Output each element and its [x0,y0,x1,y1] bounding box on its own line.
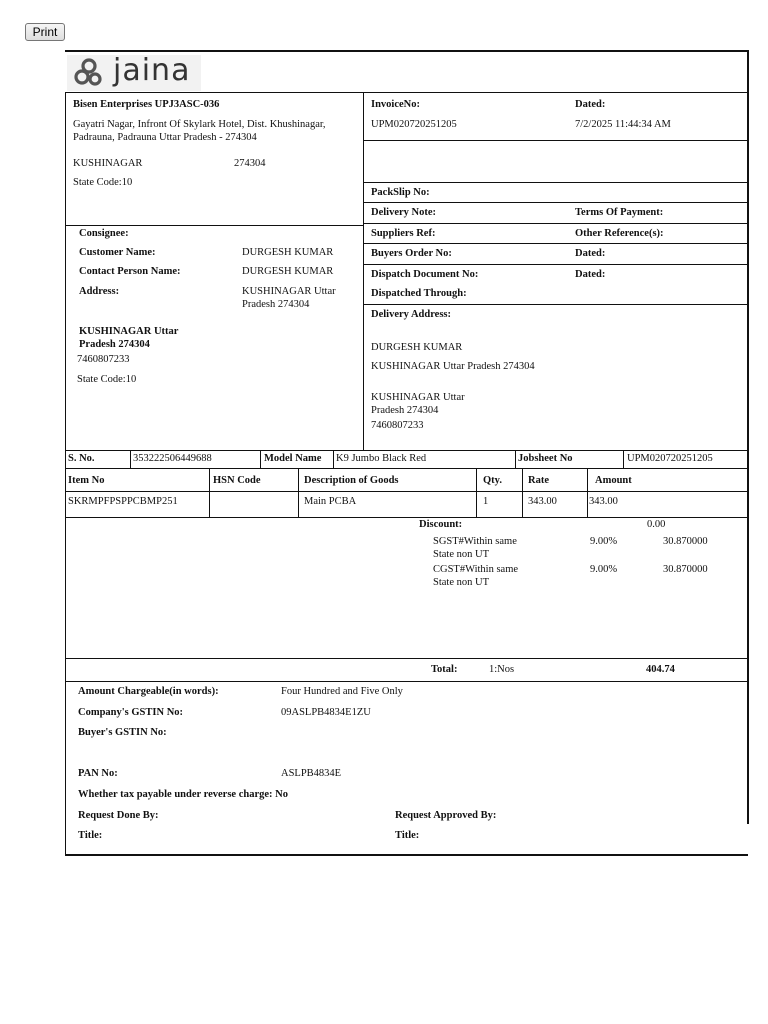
delivery-address-line1: KUSHINAGAR Uttar Pradesh 274304 [371,361,535,372]
cell-amount: 343.00 [589,496,618,507]
consignee-address-label: Address: [79,286,120,297]
terms-of-payment-label: Terms Of Payment: [575,207,664,218]
invoice-dated: 7/2/2025 11:44:34 AM [575,119,671,130]
col-amount: Amount [595,475,632,486]
reverse-charge: Whether tax payable under reverse charge: No [78,789,288,800]
cell-qty: 1 [483,496,489,507]
dispatched-through-label: Dispatched Through: [371,288,467,299]
invoice-no: UPM020720251205 [371,119,457,130]
pan-label: PAN No: [78,768,118,779]
logo-text: jaina [113,53,191,88]
invoice-dated-label: Dated: [575,99,606,110]
model-name-label: Model Name [264,453,322,464]
cgst-amount: 30.870000 [663,564,708,575]
company-gstin-label: Company's GSTIN No: [78,707,184,718]
seller-name: Bisen Enterprises UPJ3ASC-036 [73,99,220,110]
col-qty: Qty. [483,475,502,486]
model-name: K9 Jumbo Black Red [336,453,427,464]
total-qty: 1:Nos [489,664,515,675]
sgst-rate: 9.00% [590,536,618,547]
jaina-logo-icon [71,57,107,89]
seller-city: KUSHINAGAR [73,158,143,169]
jobsheet-label: Jobsheet No [518,453,573,464]
dispatch-document-label: Dispatch Document No: [371,269,479,280]
cell-description: Main PCBA [304,496,357,507]
sno-label: S. No. [68,453,95,464]
packslip-label: PackSlip No: [371,187,430,198]
total-amount: 404.74 [646,664,675,675]
col-description: Description of Goods [304,475,399,486]
request-approved-label: Request Approved By: [395,810,497,821]
discount-value: 0.00 [647,519,666,530]
sgst-amount: 30.870000 [663,536,708,547]
delivery-address-line2: KUSHINAGAR Uttar Pradesh 274304 [371,392,465,416]
buyers-order-label: Buyers Order No: [371,248,452,259]
customer-name-label: Customer Name: [79,247,156,258]
cgst-label: CGST#Within same State non UT [433,564,519,588]
dispatch-dated-label: Dated: [575,269,606,280]
logo [67,55,201,91]
seller-address: Gayatri Nagar, Infront Of Skylark Hotel, Dist. Khushinagar, Padrauna, Padrauna Uttar Pradesh - 274304 [73,119,326,143]
sgst-label: SGST#Within same State non UT [433,536,517,560]
print-button[interactable]: Print [25,23,65,41]
cgst-rate: 9.00% [590,564,618,575]
amount-words-label: Amount Chargeable(in words): [78,686,219,697]
delivery-address-label: Delivery Address: [371,309,452,320]
title-label-left: Title: [78,830,103,841]
pan-value: ASLPB4834E [281,768,342,779]
sno-value: 353222506449688 [133,453,212,464]
suppliers-ref-label: Suppliers Ref: [371,228,436,239]
col-hsn-code: HSN Code [213,475,261,486]
contact-person-label: Contact Person Name: [79,266,181,277]
company-gstin: 09ASLPB4834E1ZU [281,707,371,718]
jobsheet-value: UPM020720251205 [627,453,713,464]
customer-name: DURGESH KUMAR [242,247,334,258]
consignee-city: KUSHINAGAR Uttar Pradesh 274304 [79,326,179,350]
request-done-label: Request Done By: [78,810,159,821]
discount-label: Discount: [419,519,463,530]
consignee-address: KUSHINAGAR Uttar Pradesh 274304 [242,286,336,310]
delivery-name: DURGESH KUMAR [371,342,463,353]
cell-rate: 343.00 [528,496,557,507]
col-rate: Rate [528,475,549,486]
amount-words: Four Hundred and Five Only [281,686,403,697]
consignee-state-code: State Code:10 [77,374,137,385]
contact-person: DURGESH KUMAR [242,266,334,277]
delivery-note-label: Delivery Note: [371,207,437,218]
seller-state-code: State Code:10 [73,177,133,188]
cell-item-no: SKRMPFPSPPCBMP251 [68,496,178,507]
buyers-order-dated-label: Dated: [575,248,606,259]
invoice-no-label: InvoiceNo: [371,99,420,110]
col-item-no: Item No [68,475,105,486]
seller-pin: 274304 [234,158,266,169]
buyer-gstin-label: Buyer's GSTIN No: [78,727,167,738]
title-label-right: Title: [395,830,420,841]
delivery-phone: 7460807233 [371,420,424,431]
total-label: Total: [431,664,458,675]
other-reference-label: Other Reference(s): [575,228,664,239]
consignee-phone: 7460807233 [77,354,130,365]
consignee-label: Consignee: [79,228,129,239]
